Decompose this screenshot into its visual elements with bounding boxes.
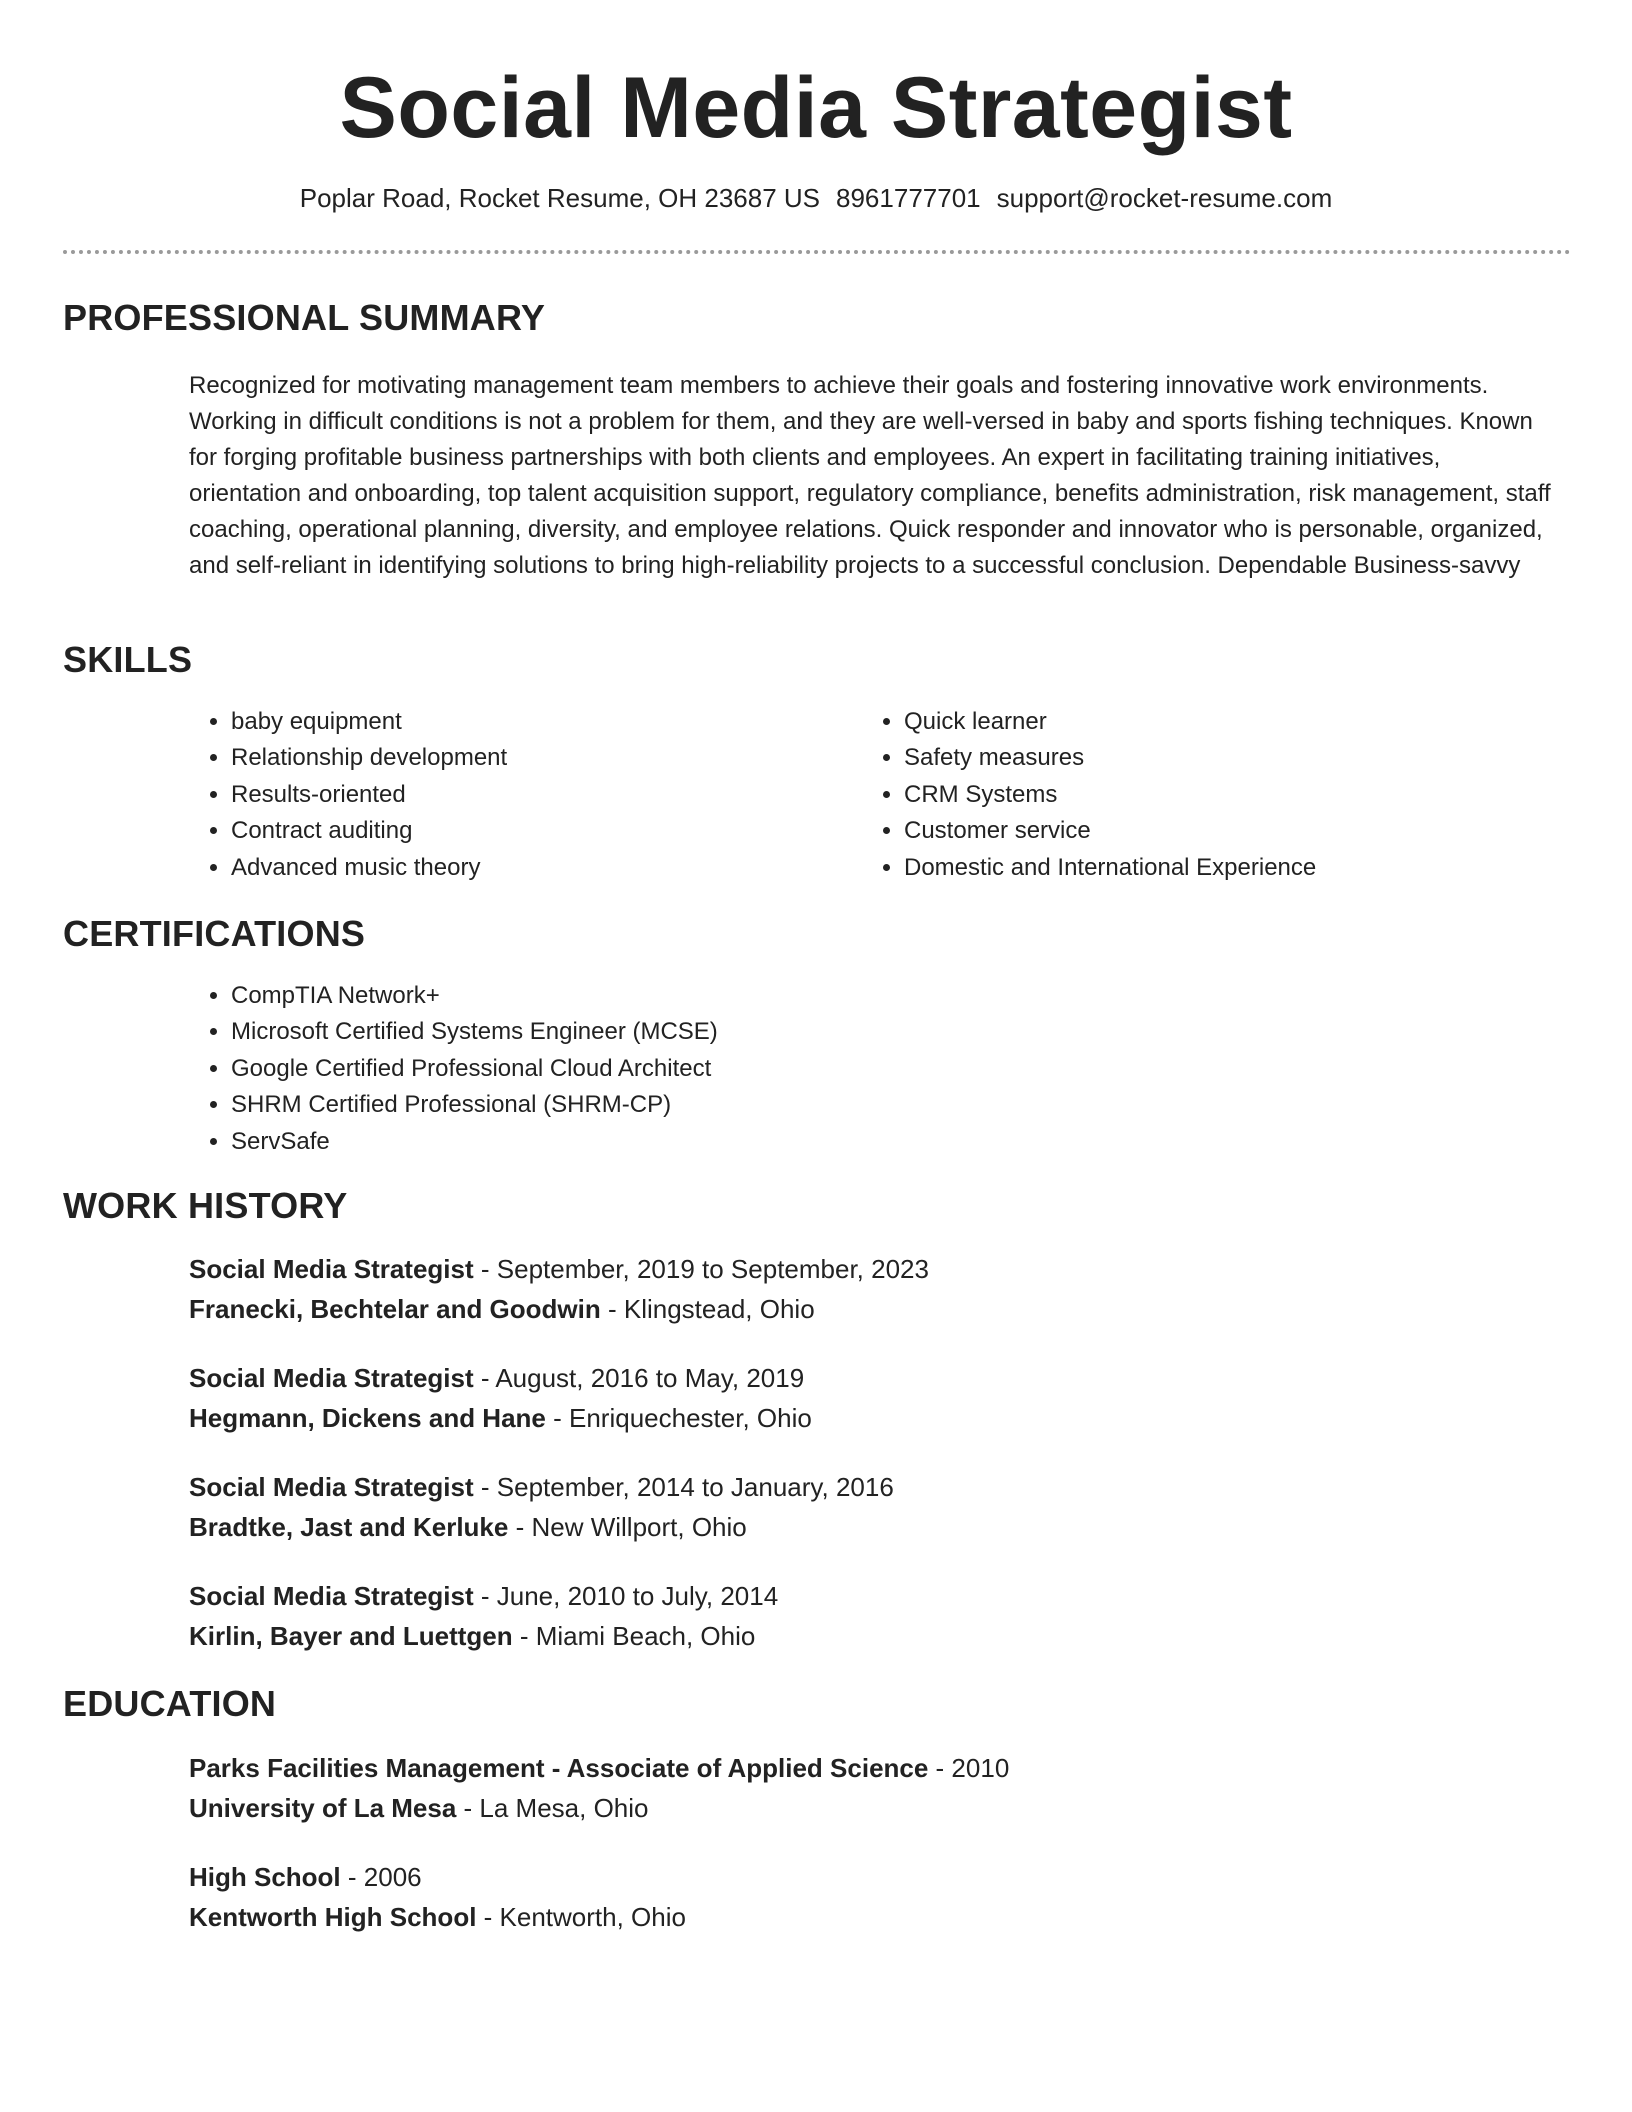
list-item: • Contract auditing [231,813,831,849]
job-dates: - September, 2014 to January, 2016 [473,1472,894,1502]
job-location: - Klingstead, Ohio [600,1294,815,1324]
list-item: • Results-oriented [231,777,831,813]
job-dates: - August, 2016 to May, 2019 [473,1363,805,1393]
section-title-education: EDUCATION [63,1683,277,1724]
education-year: - 2006 [340,1862,422,1892]
skills-list-right [860,704,1554,886]
contact-email: support@rocket-resume.com [996,183,1333,213]
work-entry [189,1249,929,1329]
list-item: • Domestic and International Experience [904,850,1554,886]
education-entry [189,1857,686,1937]
summary-text: Recognized for motivating management team members to achieve their goals and fostering innovative work environments. Working in difficult conditions is not a problem for them, and they are well-versed in baby and sports fishing techniques. Known for forging profitable business partnerships with both clients and employees. An expert in facilitating training initiatives, orientation and onboarding, top talent acquisition support, regulatory compliance, benefits administration, risk management, staff coaching, operational planning, diversity, and employee relations. Quick responder and innovator who is personable, organized, and self-reliant in identifying solutions to bring high-reliability projects to a successful conclusion. Dependable Business-savvy [189,372,1551,579]
job-title: Social Media Strategist [189,1581,474,1611]
list-item: • Google Certified Professional Cloud Architect [231,1051,1031,1087]
job-dates: - September, 2019 to September, 2023 [473,1254,929,1284]
list-item: • Microsoft Certified Systems Engineer (MCSE) [231,1014,1031,1050]
education-location: - Kentworth, Ohio [476,1902,686,1932]
job-title: Social Media Strategist [189,1254,474,1284]
job-location: - New Willport, Ohio [508,1512,747,1542]
contact-line [0,180,1632,216]
section-title-summary: PROFESSIONAL SUMMARY [63,297,546,338]
header-divider [63,250,1571,254]
work-entry [189,1358,812,1438]
job-company: Bradtke, Jast and Kerluke [189,1512,509,1542]
list-item: • SHRM Certified Professional (SHRM-CP) [231,1087,1031,1123]
list-item: • Safety measures [904,740,1554,776]
work-entry [189,1467,894,1547]
list-item: • CompTIA Network+ [231,978,1031,1014]
resume-name-title: Social Media Strategist [339,60,1293,156]
section-title-work-history: WORK HISTORY [63,1185,348,1226]
education-degree: High School [189,1862,341,1892]
job-location: - Miami Beach, Ohio [512,1621,756,1651]
contact-address: Poplar Road, Rocket Resume, OH 23687 US [299,183,821,213]
skills-list-left [187,704,831,886]
job-title: Social Media Strategist [189,1363,474,1393]
job-title: Social Media Strategist [189,1472,474,1502]
education-year: - 2010 [928,1753,1010,1783]
education-location: - La Mesa, Ohio [456,1793,649,1823]
job-company: Hegmann, Dickens and Hane [189,1403,546,1433]
job-company: Franecki, Bechtelar and Goodwin [189,1294,601,1324]
job-company: Kirlin, Bayer and Luettgen [189,1621,513,1651]
education-school: Kentworth High School [189,1902,477,1932]
list-item: • baby equipment [231,704,831,740]
education-degree: Parks Facilities Management - Associate of Applied Science [189,1753,929,1783]
list-item: • CRM Systems [904,777,1554,813]
list-item: • Customer service [904,813,1554,849]
job-dates: - June, 2010 to July, 2014 [473,1581,779,1611]
section-title-skills: SKILLS [63,639,193,680]
section-title-certifications: CERTIFICATIONS [63,913,366,954]
job-location: - Enriquechester, Ohio [545,1403,812,1433]
education-school: University of La Mesa [189,1793,457,1823]
list-item: • Relationship development [231,740,831,776]
list-item: • ServSafe [231,1124,1031,1160]
work-entry [189,1576,778,1656]
list-item: • Quick learner [904,704,1554,740]
contact-phone: 8961777701 [836,183,981,213]
list-item: • Advanced music theory [231,850,831,886]
certifications-list [187,978,1031,1160]
education-entry [189,1748,1009,1828]
